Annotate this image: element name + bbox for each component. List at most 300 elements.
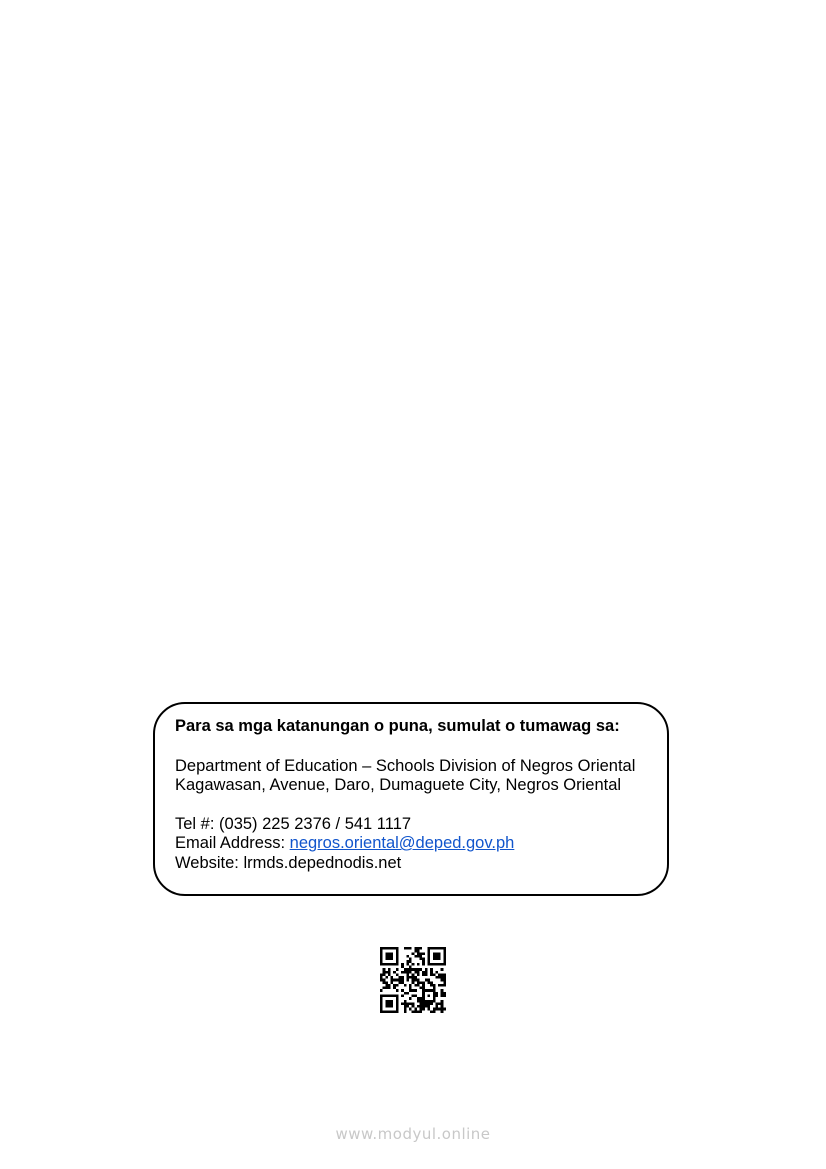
- qr-module: [443, 1008, 446, 1011]
- qr-module: [380, 947, 383, 950]
- qr-module: [396, 997, 399, 1000]
- qr-module: [401, 963, 404, 966]
- qr-module: [420, 968, 423, 971]
- qr-module: [398, 981, 401, 984]
- qr-module: [391, 976, 394, 979]
- qr-module: [385, 1002, 388, 1005]
- contact-heading: Para sa mga katanungan o puna, sumulat o tumawag sa:: [175, 717, 620, 735]
- qr-module: [428, 952, 431, 955]
- qr-module: [396, 1008, 399, 1011]
- qr-module: [441, 1008, 444, 1011]
- qr-module: [428, 960, 431, 963]
- qr-module: [385, 976, 388, 979]
- qr-module: [428, 947, 431, 950]
- qr-module: [430, 1000, 433, 1003]
- qr-module: [380, 997, 383, 1000]
- qr-module: [428, 1000, 431, 1003]
- qr-module: [404, 1005, 407, 1008]
- qr-module: [438, 963, 441, 966]
- qr-module: [412, 963, 415, 966]
- qr-module: [414, 984, 417, 987]
- qr-module: [414, 968, 417, 971]
- qr-module: [391, 947, 394, 950]
- website-line: Website: lrmds.depednodis.net: [175, 853, 402, 872]
- qr-module: [404, 984, 407, 987]
- qr-module: [388, 1010, 391, 1013]
- qr-module: [409, 989, 412, 992]
- contact-box: [153, 702, 669, 896]
- qr-module: [435, 995, 438, 998]
- qr-module: [425, 1002, 428, 1005]
- qr-module: [401, 995, 404, 998]
- qr-module: [409, 976, 412, 979]
- qr-module: [414, 976, 417, 979]
- qr-module: [422, 952, 425, 955]
- qr-module: [396, 984, 399, 987]
- qr-module: [414, 947, 417, 950]
- qr-module: [404, 1000, 407, 1003]
- qr-module: [433, 1000, 436, 1003]
- qr-module: [391, 963, 394, 966]
- qr-module: [396, 960, 399, 963]
- qr-module: [417, 984, 420, 987]
- qr-module: [396, 989, 399, 992]
- qr-module: [422, 1000, 425, 1003]
- qr-module: [438, 958, 441, 961]
- qr-module: [412, 995, 415, 998]
- qr-module: [396, 958, 399, 961]
- qr-module: [443, 995, 446, 998]
- qr-module: [380, 1000, 383, 1003]
- qr-module: [438, 1008, 441, 1011]
- qr-module: [414, 1008, 417, 1011]
- qr-module: [404, 1008, 407, 1011]
- qr-module: [433, 995, 436, 998]
- qr-module: [428, 981, 431, 984]
- qr-module: [404, 1002, 407, 1005]
- qr-module: [406, 963, 409, 966]
- qr-module: [404, 947, 407, 950]
- qr-module: [417, 1010, 420, 1013]
- qr-module: [443, 976, 446, 979]
- qr-module: [409, 968, 412, 971]
- qr-module: [404, 968, 407, 971]
- qr-module: [435, 958, 438, 961]
- qr-module: [443, 960, 446, 963]
- qr-module: [443, 979, 446, 982]
- qr-module: [414, 955, 417, 958]
- qr-module: [383, 973, 386, 976]
- qr-module: [383, 971, 386, 974]
- qr-module: [441, 976, 444, 979]
- qr-module: [409, 997, 412, 1000]
- qr-module: [428, 955, 431, 958]
- qr-module: [412, 1002, 415, 1005]
- qr-module: [425, 973, 428, 976]
- qr-module: [428, 995, 431, 998]
- qr-module: [430, 989, 433, 992]
- qr-module: [428, 989, 431, 992]
- qr-module: [425, 971, 428, 974]
- qr-module: [388, 958, 391, 961]
- qr-module: [438, 1002, 441, 1005]
- qr-module: [388, 971, 391, 974]
- qr-module: [417, 955, 420, 958]
- qr-module: [422, 958, 425, 961]
- qr-module: [443, 992, 446, 995]
- qr-module: [422, 973, 425, 976]
- qr-module: [412, 952, 415, 955]
- qr-module: [391, 1010, 394, 1013]
- qr-module: [443, 952, 446, 955]
- qr-module: [393, 984, 396, 987]
- qr-module: [438, 984, 441, 987]
- qr-module: [433, 989, 436, 992]
- qr-module: [380, 963, 383, 966]
- qr-module: [441, 1000, 444, 1003]
- qr-module: [428, 1005, 431, 1008]
- qr-module: [435, 952, 438, 955]
- qr-module: [438, 973, 441, 976]
- qr-module: [380, 1010, 383, 1013]
- qr-module: [393, 1010, 396, 1013]
- qr-module: [433, 973, 436, 976]
- qr-module: [385, 971, 388, 974]
- qr-module: [443, 947, 446, 950]
- qr-module: [385, 981, 388, 984]
- office-name: Department of Education – Schools Division of Negros Oriental: [175, 756, 636, 775]
- qr-module: [430, 963, 433, 966]
- qr-module: [396, 952, 399, 955]
- qr-module: [383, 995, 386, 998]
- qr-module: [388, 973, 391, 976]
- qr-module: [388, 1000, 391, 1003]
- qr-module: [401, 979, 404, 982]
- qr-module: [383, 1010, 386, 1013]
- qr-module: [388, 952, 391, 955]
- qr-module: [438, 976, 441, 979]
- qr-module: [422, 989, 425, 992]
- qr-module: [441, 989, 444, 992]
- qr-module: [425, 979, 428, 982]
- qr-module: [433, 992, 436, 995]
- qr-module: [388, 995, 391, 998]
- qr-module: [388, 1002, 391, 1005]
- qr-module: [433, 963, 436, 966]
- qr-module: [409, 965, 412, 968]
- qr-module: [388, 968, 391, 971]
- qr-module: [430, 971, 433, 974]
- qr-module: [412, 976, 415, 979]
- qr-module: [396, 947, 399, 950]
- qr-module: [422, 984, 425, 987]
- email-link[interactable]: negros.oriental@deped.gov.ph: [289, 834, 515, 852]
- qr-module: [435, 955, 438, 958]
- qr-module: [417, 981, 420, 984]
- qr-module: [430, 973, 433, 976]
- qr-module: [385, 963, 388, 966]
- qr-module: [380, 950, 383, 953]
- qr-module: [417, 947, 420, 950]
- qr-module: [414, 950, 417, 953]
- qr-module: [393, 979, 396, 982]
- qr-module: [443, 950, 446, 953]
- qr-module: [443, 963, 446, 966]
- qr-module: [433, 1008, 436, 1011]
- qr-module: [422, 1005, 425, 1008]
- qr-module: [406, 968, 409, 971]
- qr-module: [406, 1002, 409, 1005]
- qr-module: [435, 947, 438, 950]
- qr-module: [425, 968, 428, 971]
- qr-module: [385, 1010, 388, 1013]
- qr-module: [385, 987, 388, 990]
- qr-module: [420, 1005, 423, 1008]
- office-address: Kagawasan, Avenue, Daro, Dumaguete City, Negros Oriental: [175, 776, 622, 794]
- qr-module: [412, 979, 415, 982]
- qr-module: [391, 958, 394, 961]
- qr-module: [396, 955, 399, 958]
- qr-module: [391, 1005, 394, 1008]
- qr-module: [422, 1002, 425, 1005]
- qr-module: [433, 955, 436, 958]
- qr-module: [443, 958, 446, 961]
- qr-module: [396, 1002, 399, 1005]
- qr-module: [396, 968, 399, 971]
- qr-module: [443, 973, 446, 976]
- email-label: Email Address:: [175, 834, 290, 852]
- qr-module: [383, 979, 386, 982]
- qr-module: [443, 955, 446, 958]
- qr-module: [428, 1008, 431, 1011]
- qr-module: [422, 992, 425, 995]
- qr-module: [443, 984, 446, 987]
- qr-module: [406, 955, 409, 958]
- qr-module: [417, 979, 420, 982]
- office-block: [175, 757, 647, 796]
- qr-module: [441, 984, 444, 987]
- qr-module: [441, 992, 444, 995]
- qr-module: [396, 1010, 399, 1013]
- qr-module: [409, 987, 412, 990]
- qr-module: [441, 979, 444, 982]
- qr-module: [409, 958, 412, 961]
- qr-module: [420, 987, 423, 990]
- qr-module: [409, 960, 412, 963]
- qr-module: [414, 979, 417, 982]
- qr-module: [414, 1010, 417, 1013]
- qr-module: [430, 981, 433, 984]
- qr-module: [401, 1002, 404, 1005]
- qr-module: [433, 984, 436, 987]
- qr-module: [441, 995, 444, 998]
- qr-module: [417, 968, 420, 971]
- qr-module: [388, 947, 391, 950]
- qr-module: [380, 952, 383, 955]
- qr-module: [409, 971, 412, 974]
- qr-module: [391, 952, 394, 955]
- qr-module: [385, 995, 388, 998]
- qr-module: [435, 971, 438, 974]
- qr-module: [412, 1010, 415, 1013]
- qr-module: [420, 947, 423, 950]
- qr-module: [388, 1005, 391, 1008]
- qr-module: [406, 973, 409, 976]
- qr-module: [422, 981, 425, 984]
- qr-module: [393, 947, 396, 950]
- qr-module: [428, 958, 431, 961]
- qr-module: [380, 1005, 383, 1008]
- qr-module: [388, 987, 391, 990]
- qr-module: [417, 971, 420, 974]
- qr-module: [385, 955, 388, 958]
- qr-module: [422, 963, 425, 966]
- qr-module: [425, 989, 428, 992]
- qr-module: [433, 958, 436, 961]
- qr-module: [401, 976, 404, 979]
- qr-module: [435, 963, 438, 966]
- qr-module: [417, 963, 420, 966]
- qr-module: [438, 955, 441, 958]
- qr-module: [383, 968, 386, 971]
- qr-module: [443, 981, 446, 984]
- qr-module: [420, 1000, 423, 1003]
- qr-module: [385, 947, 388, 950]
- qr-module: [393, 963, 396, 966]
- qr-module: [414, 971, 417, 974]
- qr-module: [422, 971, 425, 974]
- qr-module: [391, 979, 394, 982]
- qr-module: [391, 981, 394, 984]
- qr-module: [435, 1005, 438, 1008]
- qr-module: [417, 973, 420, 976]
- qr-module: [430, 1002, 433, 1005]
- qr-module: [422, 1008, 425, 1011]
- qr-module: [420, 958, 423, 961]
- qr-module: [380, 1002, 383, 1005]
- qr-module: [412, 973, 415, 976]
- qr-module: [406, 979, 409, 982]
- qr-module: [383, 947, 386, 950]
- qr-module: [385, 1005, 388, 1008]
- qr-module: [417, 952, 420, 955]
- qr-module: [430, 947, 433, 950]
- qr-module: [422, 995, 425, 998]
- qr-module: [420, 1002, 423, 1005]
- qr-module: [435, 1008, 438, 1011]
- qr-module: [388, 963, 391, 966]
- qr-module: [388, 955, 391, 958]
- qr-module: [396, 979, 399, 982]
- email-line: [175, 834, 647, 854]
- qr-module: [420, 952, 423, 955]
- qr-module: [406, 1005, 409, 1008]
- qr-module: [406, 960, 409, 963]
- qr-module: [425, 1005, 428, 1008]
- qr-module: [412, 968, 415, 971]
- qr-module: [420, 1008, 423, 1011]
- qr-module: [396, 963, 399, 966]
- qr-module: [435, 976, 438, 979]
- qr-module: [404, 971, 407, 974]
- qr-module: [380, 989, 383, 992]
- qr-module: [391, 1000, 394, 1003]
- qr-module: [420, 1010, 423, 1013]
- qr-module: [409, 984, 412, 987]
- qr-module: [383, 981, 386, 984]
- qr-module: [391, 1002, 394, 1005]
- watermark: www.modyul.online: [335, 1125, 491, 1143]
- qr-module: [401, 971, 404, 974]
- qr-module: [380, 995, 383, 998]
- qr-module: [398, 976, 401, 979]
- qr-module: [417, 950, 420, 953]
- qr-module: [441, 963, 444, 966]
- qr-module: [406, 976, 409, 979]
- qr-module: [396, 1000, 399, 1003]
- qr-module: [441, 1010, 444, 1013]
- qr-module: [380, 973, 383, 976]
- qr-module: [435, 1002, 438, 1005]
- qr-code-icon: [380, 947, 446, 1013]
- qr-module: [383, 963, 386, 966]
- qr-module: [433, 1010, 436, 1013]
- qr-module: [430, 968, 433, 971]
- qr-module: [401, 981, 404, 984]
- qr-module: [380, 958, 383, 961]
- qr-module: [433, 952, 436, 955]
- qr-module: [438, 952, 441, 955]
- qr-module: [385, 984, 388, 987]
- qr-module: [417, 1005, 420, 1008]
- qr-module: [380, 955, 383, 958]
- qr-module: [409, 1002, 412, 1005]
- qr-module: [380, 976, 383, 979]
- qr-module: [414, 995, 417, 998]
- qr-module: [396, 995, 399, 998]
- qr-module: [391, 995, 394, 998]
- qr-module: [441, 947, 444, 950]
- qr-module: [425, 1000, 428, 1003]
- qr-module: [385, 1000, 388, 1003]
- qr-module: [388, 984, 391, 987]
- qr-module: [396, 1005, 399, 1008]
- qr-module: [412, 989, 415, 992]
- qr-module: [406, 992, 409, 995]
- qr-module: [412, 1005, 415, 1008]
- qr-module: [396, 950, 399, 953]
- contact-details: [175, 815, 647, 874]
- qr-module: [428, 950, 431, 953]
- qr-module: [428, 1002, 431, 1005]
- qr-module: [430, 1010, 433, 1013]
- qr-module: [422, 997, 425, 1000]
- qr-module: [428, 963, 431, 966]
- qr-module: [433, 987, 436, 990]
- qr-module: [396, 973, 399, 976]
- qr-module: [422, 960, 425, 963]
- qr-module: [404, 1010, 407, 1013]
- qr-module: [420, 997, 423, 1000]
- qr-module: [412, 981, 415, 984]
- qr-module: [409, 947, 412, 950]
- qr-module: [404, 992, 407, 995]
- qr-module: [406, 947, 409, 950]
- qr-module: [393, 987, 396, 990]
- qr-module: [435, 992, 438, 995]
- qr-module: [380, 1008, 383, 1011]
- qr-module: [441, 968, 444, 971]
